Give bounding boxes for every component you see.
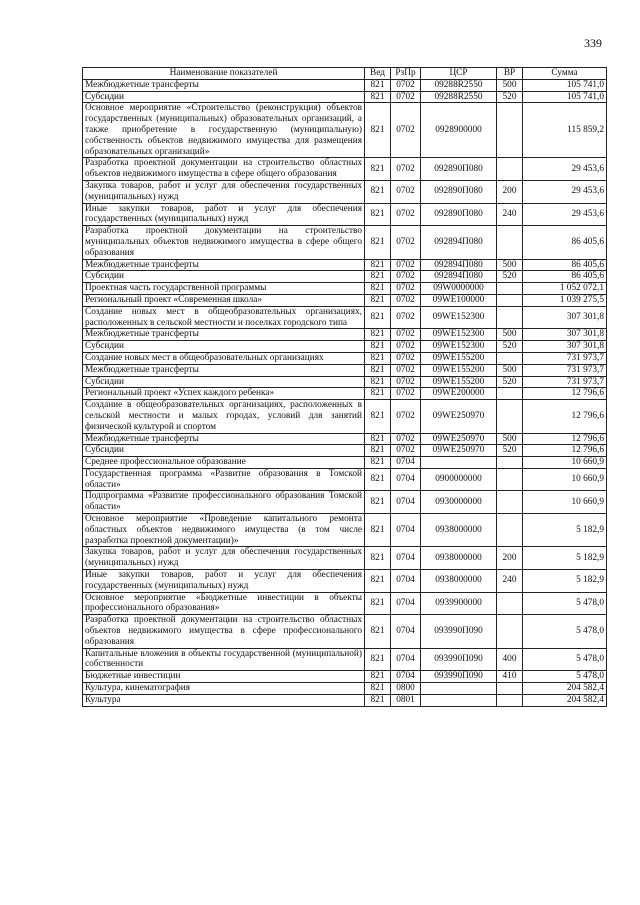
row-csr-cell: 0928900000 (421, 103, 497, 158)
row-vr-cell (497, 592, 523, 615)
row-sum-cell: 5 478,0 (523, 615, 607, 648)
table-row (83, 180, 607, 203)
row-ved-cell: 821 (365, 259, 391, 271)
table-row (83, 364, 607, 376)
row-name-cell: Разработка проектной документации на строительство областных объектов недвижимого имущества в сфере профессионального образования (83, 615, 365, 648)
table-row (83, 352, 607, 364)
row-rzpr-cell: 0704 (391, 592, 421, 615)
row-rzpr-cell: 0702 (391, 259, 421, 271)
row-vr-cell: 500 (497, 433, 523, 445)
row-sum-cell: 307 301,8 (523, 306, 607, 329)
row-rzpr-cell: 0702 (391, 158, 421, 181)
row-vr-cell: 240 (497, 203, 523, 226)
table-row (83, 445, 607, 457)
row-name-cell: Межбюджетные трансферты (83, 259, 365, 271)
row-sum-cell: 29 453,6 (523, 203, 607, 226)
row-ved-cell: 821 (365, 180, 391, 203)
table-body (83, 79, 607, 706)
row-csr-cell: 09WE250970 (421, 400, 497, 433)
row-csr-cell: 09WE152300 (421, 306, 497, 329)
row-rzpr-cell: 0702 (391, 103, 421, 158)
row-sum-cell: 105 741,0 (523, 79, 607, 91)
row-vr-cell (497, 615, 523, 648)
table-row (83, 694, 607, 706)
row-rzpr-cell: 0702 (391, 376, 421, 388)
row-name-cell: Закупка товаров, работ и услуг для обеспечения государственных (муниципальных) нужд (83, 180, 365, 203)
row-name-cell: Межбюджетные трансферты (83, 79, 365, 91)
row-csr-cell: 0938000000 (421, 514, 497, 547)
row-sum-cell: 5 478,0 (523, 671, 607, 683)
row-name-cell: Закупка товаров, работ и услуг для обеспечения государственных (муниципальных) нужд (83, 547, 365, 570)
row-csr-cell: 09WE152300 (421, 329, 497, 341)
row-ved-cell: 821 (365, 592, 391, 615)
row-rzpr-cell: 0702 (391, 283, 421, 295)
row-rzpr-cell: 0800 (391, 683, 421, 695)
row-sum-cell: 10 660,9 (523, 491, 607, 514)
row-sum-cell: 204 582,4 (523, 683, 607, 695)
row-csr-cell: 092894П080 (421, 226, 497, 259)
row-csr-cell: 09WE155200 (421, 376, 497, 388)
row-vr-cell (497, 103, 523, 158)
row-name-cell: Субсидии (83, 341, 365, 353)
table-row (83, 547, 607, 570)
row-name-cell: Субсидии (83, 376, 365, 388)
row-sum-cell: 731 973,7 (523, 352, 607, 364)
row-rzpr-cell: 0801 (391, 694, 421, 706)
header-vr: ВР (497, 68, 523, 80)
row-name-cell: Субсидии (83, 271, 365, 283)
table-row (83, 376, 607, 388)
row-csr-cell: 09288R2550 (421, 79, 497, 91)
row-csr-cell: 09WE200000 (421, 388, 497, 400)
row-sum-cell: 10 660,9 (523, 468, 607, 491)
row-name-cell: Разработка проектной документации на строительство муниципальных объектов недвижимого имущества в сфере общего образования (83, 226, 365, 259)
row-sum-cell: 86 405,6 (523, 259, 607, 271)
row-ved-cell: 821 (365, 306, 391, 329)
row-vr-cell: 520 (497, 376, 523, 388)
row-csr-cell: 09WE100000 (421, 294, 497, 306)
table-row (83, 683, 607, 695)
table-row (83, 388, 607, 400)
row-name-cell: Среднее профессиональное образование (83, 457, 365, 469)
row-rzpr-cell: 0704 (391, 547, 421, 570)
row-vr-cell (497, 694, 523, 706)
table-row (83, 79, 607, 91)
row-ved-cell: 821 (365, 329, 391, 341)
row-sum-cell: 307 301,8 (523, 341, 607, 353)
row-rzpr-cell: 0704 (391, 615, 421, 648)
row-csr-cell: 092890П080 (421, 203, 497, 226)
row-csr-cell: 09WE155200 (421, 364, 497, 376)
row-rzpr-cell: 0702 (391, 388, 421, 400)
row-sum-cell: 731 973,7 (523, 376, 607, 388)
row-sum-cell: 5 182,9 (523, 514, 607, 547)
table-row (83, 615, 607, 648)
row-name-cell: Бюджетные инвестиции (83, 671, 365, 683)
row-csr-cell: 093990П090 (421, 648, 497, 671)
table-row (83, 91, 607, 103)
row-ved-cell: 821 (365, 283, 391, 295)
header-rzpr: РзПр (391, 68, 421, 80)
row-name-cell: Разработка проектной документации на строительство областных объектов недвижимого имущества в сфере общего образования (83, 158, 365, 181)
row-csr-cell (421, 683, 497, 695)
row-rzpr-cell: 0702 (391, 226, 421, 259)
row-rzpr-cell: 0702 (391, 352, 421, 364)
row-name-cell: Межбюджетные трансферты (83, 433, 365, 445)
row-rzpr-cell: 0702 (391, 329, 421, 341)
row-sum-cell: 12 796,6 (523, 388, 607, 400)
row-ved-cell: 821 (365, 468, 391, 491)
row-vr-cell: 200 (497, 180, 523, 203)
row-ved-cell: 821 (365, 364, 391, 376)
row-csr-cell: 0939900000 (421, 592, 497, 615)
row-ved-cell: 821 (365, 445, 391, 457)
row-vr-cell (497, 400, 523, 433)
row-vr-cell (497, 468, 523, 491)
row-ved-cell: 821 (365, 648, 391, 671)
row-sum-cell: 5 478,0 (523, 592, 607, 615)
table-row (83, 306, 607, 329)
row-rzpr-cell: 0704 (391, 648, 421, 671)
table-row (83, 203, 607, 226)
row-csr-cell: 09WE152300 (421, 341, 497, 353)
row-rzpr-cell: 0702 (391, 445, 421, 457)
row-name-cell: Субсидии (83, 445, 365, 457)
row-csr-cell: 0938000000 (421, 547, 497, 570)
row-name-cell: Культура, кинематография (83, 683, 365, 695)
row-name-cell: Основное мероприятие «Бюджетные инвестиции в объекты профессионального образования» (83, 592, 365, 615)
row-rzpr-cell: 0704 (391, 671, 421, 683)
row-csr-cell: 0900000000 (421, 468, 497, 491)
row-ved-cell: 821 (365, 683, 391, 695)
header-csr: ЦСР (421, 68, 497, 80)
row-vr-cell: 200 (497, 547, 523, 570)
row-name-cell: Межбюджетные трансферты (83, 329, 365, 341)
row-name-cell: Капитальные вложения в объекты государственной (муниципальной) собственности (83, 648, 365, 671)
row-vr-cell: 500 (497, 364, 523, 376)
row-rzpr-cell: 0704 (391, 491, 421, 514)
table-row (83, 648, 607, 671)
row-vr-cell (497, 294, 523, 306)
row-csr-cell: 09WE155200 (421, 352, 497, 364)
table-row (83, 158, 607, 181)
row-vr-cell: 500 (497, 329, 523, 341)
row-ved-cell: 821 (365, 158, 391, 181)
row-ved-cell: 821 (365, 226, 391, 259)
row-vr-cell (497, 457, 523, 469)
row-ved-cell: 821 (365, 570, 391, 593)
row-name-cell: Региональный проект «Успех каждого ребенка» (83, 388, 365, 400)
row-sum-cell: 86 405,6 (523, 271, 607, 283)
row-csr-cell (421, 457, 497, 469)
row-ved-cell: 821 (365, 433, 391, 445)
row-sum-cell: 10 660,9 (523, 457, 607, 469)
row-rzpr-cell: 0704 (391, 457, 421, 469)
row-name-cell: Создание новых мест в общеобразовательных организациях (83, 352, 365, 364)
row-sum-cell: 1 039 275,5 (523, 294, 607, 306)
row-sum-cell: 29 453,6 (523, 158, 607, 181)
row-ved-cell: 821 (365, 203, 391, 226)
row-ved-cell: 821 (365, 341, 391, 353)
table-header-row (83, 68, 607, 80)
row-vr-cell (497, 491, 523, 514)
table-row (83, 491, 607, 514)
row-ved-cell: 821 (365, 294, 391, 306)
row-csr-cell: 09288R2550 (421, 91, 497, 103)
table-row (83, 514, 607, 547)
row-rzpr-cell: 0702 (391, 306, 421, 329)
row-rzpr-cell: 0702 (391, 91, 421, 103)
row-ved-cell: 821 (365, 388, 391, 400)
row-rzpr-cell: 0702 (391, 294, 421, 306)
row-sum-cell: 12 796,6 (523, 445, 607, 457)
row-csr-cell: 09W0000000 (421, 283, 497, 295)
row-sum-cell: 86 405,6 (523, 226, 607, 259)
row-rzpr-cell: 0704 (391, 514, 421, 547)
row-ved-cell: 821 (365, 547, 391, 570)
table-row (83, 570, 607, 593)
row-sum-cell: 5 478,0 (523, 648, 607, 671)
row-csr-cell: 093990П090 (421, 615, 497, 648)
row-name-cell: Региональный проект «Современная школа» (83, 294, 365, 306)
row-ved-cell: 821 (365, 103, 391, 158)
row-rzpr-cell: 0702 (391, 364, 421, 376)
row-vr-cell: 520 (497, 341, 523, 353)
table-row (83, 226, 607, 259)
row-sum-cell: 29 453,6 (523, 180, 607, 203)
table-row (83, 259, 607, 271)
table-row (83, 468, 607, 491)
row-csr-cell: 092890П080 (421, 180, 497, 203)
row-sum-cell: 5 182,9 (523, 547, 607, 570)
row-csr-cell: 09WE250970 (421, 433, 497, 445)
row-name-cell: Создание в общеобразовательных организациях, расположенных в сельской местности и малых городах, условий для занятий физической культурой и спортом (83, 400, 365, 433)
row-vr-cell (497, 283, 523, 295)
row-rzpr-cell: 0704 (391, 570, 421, 593)
row-name-cell: Проектная часть государственной программы (83, 283, 365, 295)
row-csr-cell (421, 694, 497, 706)
row-ved-cell: 821 (365, 400, 391, 433)
row-vr-cell: 520 (497, 445, 523, 457)
row-rzpr-cell: 0702 (391, 341, 421, 353)
row-ved-cell: 821 (365, 352, 391, 364)
header-ved: Вед (365, 68, 391, 80)
row-csr-cell: 092894П080 (421, 259, 497, 271)
row-rzpr-cell: 0702 (391, 203, 421, 226)
row-name-cell: Основное мероприятие «Строительство (реконструкция) объектов государственных (муниципальных) образовательных организаций, а также приобретение в государственную (муниципальную) собственность объектов недвижимого имущества для размещения образовательных организаций» (83, 103, 365, 158)
row-rzpr-cell: 0702 (391, 400, 421, 433)
row-ved-cell: 821 (365, 615, 391, 648)
table-row (83, 283, 607, 295)
row-ved-cell: 821 (365, 91, 391, 103)
row-sum-cell: 1 052 072,1 (523, 283, 607, 295)
row-csr-cell: 09WE250970 (421, 445, 497, 457)
table-row (83, 329, 607, 341)
row-sum-cell: 115 859,2 (523, 103, 607, 158)
table-row (83, 400, 607, 433)
table-row (83, 271, 607, 283)
row-sum-cell: 12 796,6 (523, 400, 607, 433)
row-vr-cell (497, 306, 523, 329)
row-sum-cell: 204 582,4 (523, 694, 607, 706)
row-name-cell: Субсидии (83, 91, 365, 103)
budget-table (82, 67, 607, 707)
row-rzpr-cell: 0702 (391, 180, 421, 203)
row-vr-cell: 500 (497, 79, 523, 91)
row-csr-cell: 093990П090 (421, 671, 497, 683)
row-ved-cell: 821 (365, 376, 391, 388)
row-vr-cell (497, 514, 523, 547)
row-rzpr-cell: 0704 (391, 468, 421, 491)
row-rzpr-cell: 0702 (391, 79, 421, 91)
row-name-cell: Иные закупки товаров, работ и услуг для обеспечения государственных (муниципальных) нужд (83, 570, 365, 593)
row-sum-cell: 12 796,6 (523, 433, 607, 445)
row-ved-cell: 821 (365, 79, 391, 91)
row-name-cell: Иные закупки товаров, работ и услуг для обеспечения государственных (муниципальных) нужд (83, 203, 365, 226)
row-ved-cell: 821 (365, 491, 391, 514)
table-row (83, 671, 607, 683)
table-row (83, 341, 607, 353)
row-sum-cell: 731 973,7 (523, 364, 607, 376)
row-ved-cell: 821 (365, 671, 391, 683)
row-csr-cell: 0938000000 (421, 570, 497, 593)
row-name-cell: Межбюджетные трансферты (83, 364, 365, 376)
row-ved-cell: 821 (365, 694, 391, 706)
row-vr-cell (497, 226, 523, 259)
table-row (83, 294, 607, 306)
row-vr-cell (497, 158, 523, 181)
row-name-cell: Подпрограмма «Развитие профессионального образования Томской области» (83, 491, 365, 514)
row-vr-cell (497, 352, 523, 364)
row-ved-cell: 821 (365, 457, 391, 469)
row-vr-cell (497, 388, 523, 400)
table-row (83, 457, 607, 469)
row-vr-cell: 240 (497, 570, 523, 593)
row-vr-cell: 520 (497, 91, 523, 103)
row-csr-cell: 0930000000 (421, 491, 497, 514)
row-ved-cell: 821 (365, 514, 391, 547)
row-name-cell: Создание новых мест в общеобразовательных организациях, расположенных в сельской местности и поселках городского типа (83, 306, 365, 329)
row-rzpr-cell: 0702 (391, 271, 421, 283)
row-sum-cell: 105 741,0 (523, 91, 607, 103)
header-name: Наименование показателей (83, 68, 365, 80)
row-vr-cell (497, 683, 523, 695)
row-rzpr-cell: 0702 (391, 433, 421, 445)
table-row (83, 433, 607, 445)
table-row (83, 103, 607, 158)
row-vr-cell: 400 (497, 648, 523, 671)
row-name-cell: Культура (83, 694, 365, 706)
row-vr-cell: 500 (497, 259, 523, 271)
row-name-cell: Основное мероприятие «Проведение капитального ремонта областных объектов недвижимого имущества (в том числе разработка проектной документации)» (83, 514, 365, 547)
header-sum: Сумма (523, 68, 607, 80)
row-vr-cell: 520 (497, 271, 523, 283)
row-vr-cell: 410 (497, 671, 523, 683)
row-ved-cell: 821 (365, 271, 391, 283)
row-csr-cell: 092894П080 (421, 271, 497, 283)
table-row (83, 592, 607, 615)
row-sum-cell: 5 182,9 (523, 570, 607, 593)
row-sum-cell: 307 301,8 (523, 329, 607, 341)
row-csr-cell: 092890П080 (421, 158, 497, 181)
page-number: 339 (584, 36, 602, 50)
row-name-cell: Государственная программа «Развитие образования в Томской области» (83, 468, 365, 491)
